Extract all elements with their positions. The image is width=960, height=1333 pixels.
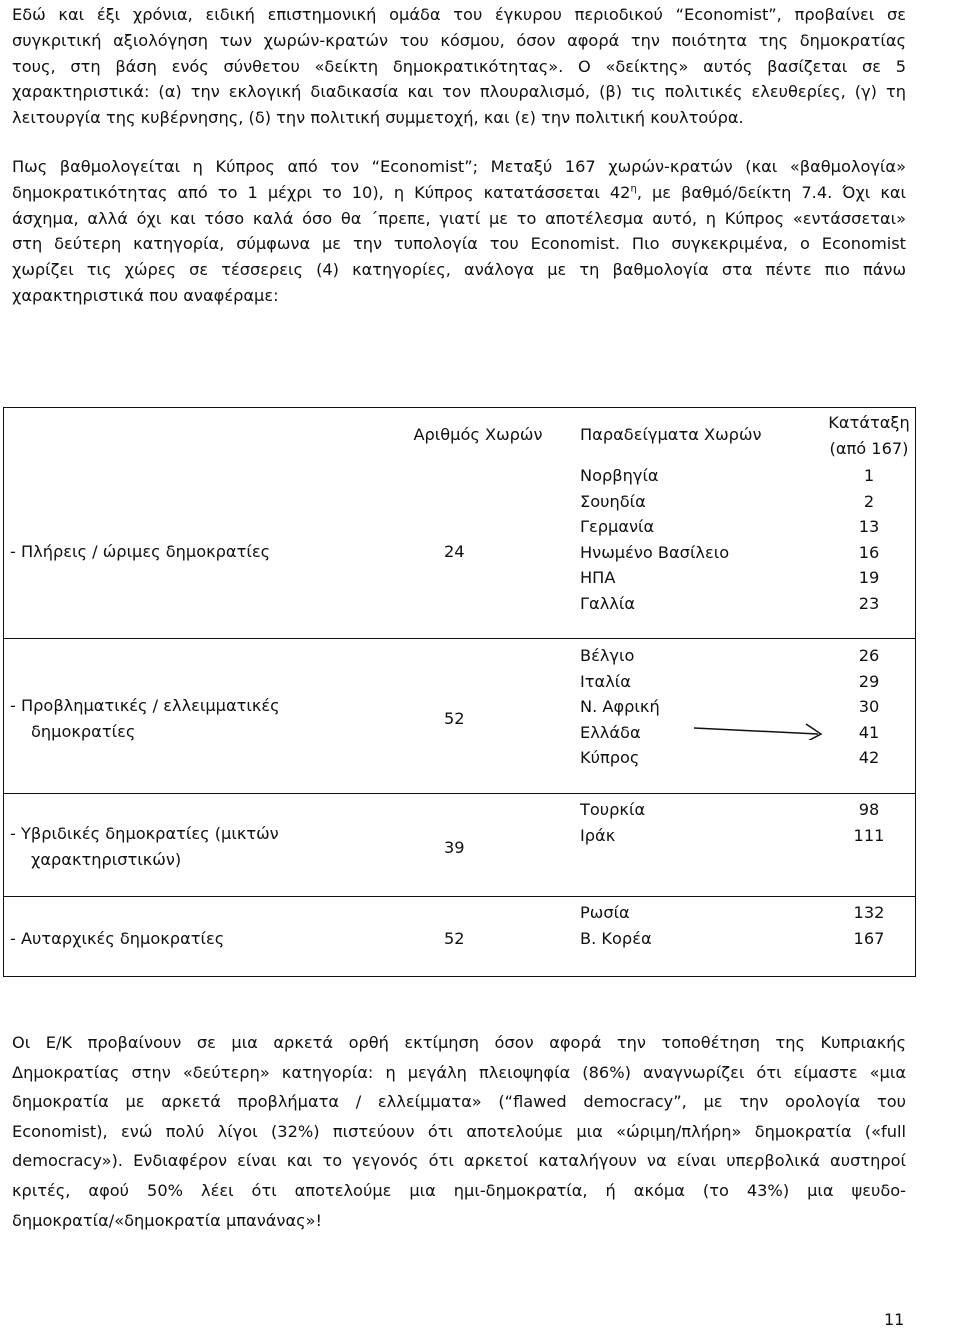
category-line: - Προβληματικές / ελλειμματικές	[10, 696, 280, 715]
country-name: Βέλγιο	[580, 646, 635, 665]
countries-flawed-democracies	[580, 643, 790, 771]
rank-value: 13	[858, 517, 880, 537]
rank-value: 167	[853, 928, 885, 948]
category-hybrid-democracies	[10, 821, 350, 872]
text-line: Economist), ενώ πολύ λίγοι (32%) πιστεύουν ότι αποτελούμε μια «ώριμη/πλήρη» δημοκρατία («full	[12, 1121, 906, 1141]
text-line: κριτές, αφού 50% λέει ότι αποτελούμε μια ημι-δημοκρατία, ή ακόμα (το 43%) μια ψευδο-	[12, 1180, 906, 1200]
country-name: ΗΠΑ	[580, 568, 616, 588]
country-name: Ηνωμένο Βασίλειο	[580, 542, 730, 562]
text-line: Δημοκρατίας στην «δεύτερη» κατηγορία: η μεγάλη πλειοψηφία (86%) αναγνωρίζει ότι είμαστε «μια	[12, 1062, 906, 1082]
count-full-democracies: 24	[444, 542, 465, 561]
text-line: χαρακτηριστικά που αναφέραμε:	[12, 285, 279, 305]
country-name: Γαλλία	[580, 593, 635, 613]
ranks-flawed-democracies	[824, 643, 914, 771]
country-name: Ελλάδα	[580, 722, 641, 742]
rank-value: 41	[858, 722, 880, 742]
category-full-democracies: - Πλήρεις / ώριμες δημοκρατίες	[10, 542, 271, 561]
row-divider	[4, 896, 915, 897]
rank-value: 111	[853, 825, 885, 845]
text-line: χωρίζει τις χώρες σε τέσσερεις (4) κατηγορίες, ανάλογα με τη βαθμολογία στα πέντε πιο πάνω	[12, 260, 906, 280]
cyprus-highlight-arrow-icon	[694, 720, 834, 740]
text-line: λειτουργία της κυβέρνησης, (δ) την πολιτική συμμετοχή, και (ε) την πολιτική κουλτούρα.	[12, 108, 744, 128]
text-line: Οι Ε/Κ προβαίνουν σε μια αρκετά ορθή εκτίμηση όσον αφορά την τοποθέτηση της Κυπριακής	[12, 1033, 906, 1052]
rank-value: 98	[858, 800, 880, 819]
row-divider	[4, 793, 915, 794]
header-country-count: Αριθμός Χωρών	[413, 425, 543, 444]
text-line: χαρακτηριστικά: (α) την εκλογική διαδικασία και τον πλουραλισμό, (β) τις πολιτικές ελευθερίες, (γ) τη	[12, 82, 906, 102]
text-fragment: δημοκρατικότητας από το 1 μέχρι το 10), η Κύπρος κατατάσσεται 42	[12, 182, 631, 202]
countries-authoritarian	[580, 900, 790, 951]
header-rank-line: Κατάταξη	[828, 413, 910, 432]
count-hybrid-democracies: 39	[444, 838, 465, 857]
text-line: συγκριτική αξιολόγηση των χωρών-κρατών του κόσμου, όσον αφορά την ποιότητα της δημοκρατίας	[12, 30, 906, 50]
ranks-authoritarian	[824, 900, 914, 951]
country-name: Σουηδία	[580, 491, 646, 511]
country-name: Ρωσία	[580, 903, 630, 922]
text-line: τους, στη βάση ενός σύνθετου «δείκτη δημοκρατικότητας». Ο «δείκτης» αυτός βασίζεται σε 5	[12, 56, 906, 76]
text-line: democracy»). Ενδιαφέρον είναι και το γεγονός ότι αρκετοί καταλήγουν να είναι υπερβολικά αυστηροί	[12, 1151, 906, 1171]
text-line	[12, 180, 906, 206]
cyprus-ranking-paragraph	[12, 154, 906, 309]
category-authoritarian: - Αυταρχικές δημοκρατίες	[10, 929, 225, 948]
text-line: άσχημα, αλλά όχι και τόσο καλά όσο θα ΄πρεπε, γιατί με το αποτέλεσμα αυτό, η Κύπρος «εντάσσεται»	[12, 208, 906, 228]
header-rank-line: (από 167)	[829, 438, 909, 458]
country-name: Ιταλία	[580, 671, 631, 691]
text-line: δημοκρατία με αρκετά προβλήματα / ελλείμματα» (“flawed democracy”, με την ορολογία του	[12, 1092, 906, 1112]
rank-value: 2	[863, 491, 875, 511]
count-authoritarian: 52	[444, 929, 465, 948]
category-line: χαρακτηριστικών)	[31, 849, 182, 869]
country-name: Τουρκία	[580, 800, 646, 819]
ordinal-superscript: η	[630, 183, 637, 195]
country-name: Ν. Αφρική	[580, 697, 660, 717]
text-fragment: , με βαθμό/δείκτη 7.4. Όχι και	[636, 182, 906, 202]
category-flawed-democracies	[10, 693, 350, 744]
rank-value: 26	[858, 646, 880, 665]
page-number: 11	[884, 1310, 905, 1329]
public-opinion-paragraph	[12, 1028, 906, 1235]
text-line: Εδώ και έξι χρόνια, ειδική επιστημονική ομάδα του έγκυρου περιοδικού “Economist”, προβαίνει σε	[12, 5, 906, 24]
rank-value: 29	[858, 671, 880, 691]
rank-value: 42	[858, 748, 880, 768]
country-name: Ιράκ	[580, 825, 616, 845]
rank-value: 23	[858, 593, 880, 613]
text-line: Πως βαθμολογείται η Κύπρος από τον “Economist”; Μεταξύ 167 χωρών-κρατών (και «βαθμολογία»	[12, 157, 906, 176]
category-line: δημοκρατίες	[31, 721, 136, 741]
rank-value: 19	[858, 568, 880, 588]
row-divider	[4, 638, 915, 639]
text-line: δημοκρατία/«δημοκρατία μπανάνας»!	[12, 1210, 323, 1230]
rank-value: 30	[858, 697, 880, 717]
rank-value: 16	[858, 542, 880, 562]
ranks-full-democracies	[824, 463, 914, 617]
country-name: Κύπρος	[580, 748, 640, 768]
country-name: Β. Κορέα	[580, 928, 652, 948]
countries-hybrid-democracies	[580, 797, 790, 848]
rank-value: 132	[853, 903, 885, 922]
header-rank	[824, 410, 914, 461]
intro-paragraph	[12, 2, 906, 131]
header-country-examples: Παραδείγματα Χωρών	[580, 425, 762, 444]
text-line: στη δεύτερη κατηγορία, σύμφωνα με την τυπολογία του Economist. Πιο συγκεκριμένα, ο Economist	[12, 234, 906, 254]
country-name: Γερμανία	[580, 517, 655, 537]
country-name: Νορβηγία	[580, 466, 659, 485]
rank-value: 1	[863, 466, 875, 485]
category-line: - Υβριδικές δημοκρατίες (μικτών	[10, 824, 279, 843]
ranks-hybrid-democracies	[824, 797, 914, 848]
count-flawed-democracies: 52	[444, 709, 465, 728]
democracy-index-table	[3, 407, 916, 977]
countries-full-democracies	[580, 463, 790, 617]
